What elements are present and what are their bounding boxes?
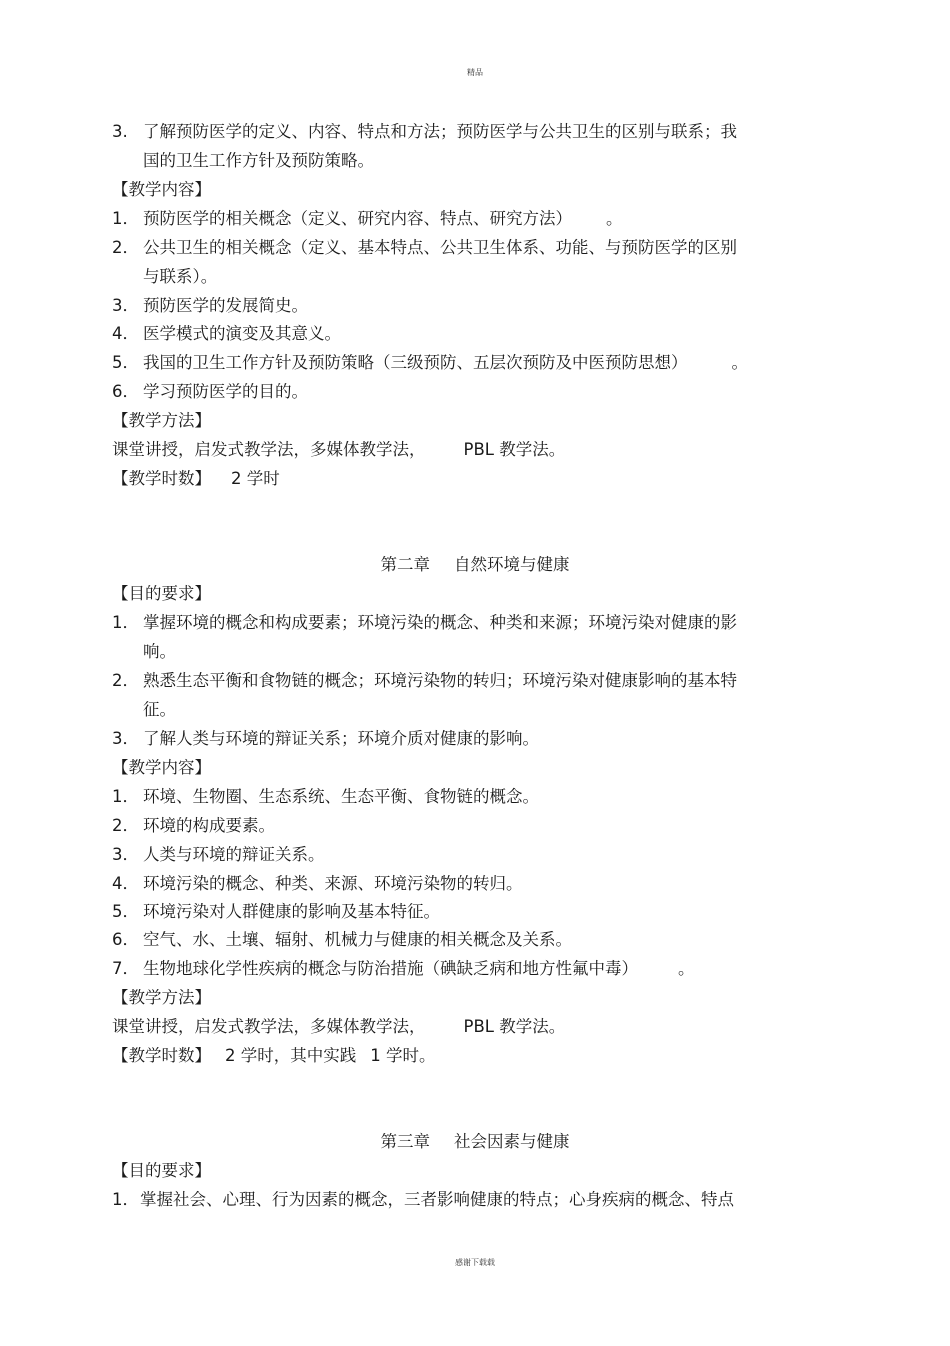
goal-item-continued: 征。 (143, 700, 176, 719)
section-heading-goals: 【目的要求】 (112, 584, 211, 603)
chapter-title: 第三章 社会因素与健康 (380, 1132, 570, 1151)
list-item: 2． 公共卫生的相关概念（定义、基本特点、公共卫生体系、功能、与预防医学的区别 (112, 238, 737, 257)
list-item: 1． 预防医学的相关概念（定义、研究内容、特点、研究方法） 。 (112, 209, 623, 228)
section-heading-goals: 【目的要求】 (112, 1161, 211, 1180)
page-header: 精品 (467, 68, 483, 77)
list-item: 3． 预防医学的发展简史。 (112, 296, 308, 315)
goal-item-3 (112, 122, 802, 142)
section-heading-content: 【教学内容】 (112, 180, 211, 199)
hours-line: 【教学时数】 2 学时 (112, 469, 280, 488)
list-item: 4． 医学模式的演变及其意义。 (112, 324, 341, 343)
list-item: 3． 人类与环境的辩证关系。 (112, 845, 325, 864)
section-heading-method: 【教学方法】 (112, 988, 211, 1007)
goal-item: 2． 熟悉生态平衡和食物链的概念；环境污染物的转归；环境污染对健康影响的基本特 (112, 671, 737, 690)
list-item: 5． 环境污染对人群健康的影响及基本特征。 (112, 902, 440, 921)
goal-item: 1． 掌握环境的概念和构成要素；环境污染的概念、种类和来源；环境污染对健康的影 (112, 613, 737, 632)
list-item: 7． 生物地球化学性疾病的概念与防治措施（碘缺乏病和地方性氟中毒） 。 (112, 959, 695, 978)
goal-item-continued: 响。 (143, 642, 176, 661)
method-text: 课堂讲授，启发式教学法，多媒体教学法， PBL 教学法。 (112, 440, 566, 459)
section-heading-hours: 【教学时数】 (112, 1046, 211, 1065)
item-text: 了解预防医学的定义、内容、特点和方法；预防医学与公共卫生的区别与联系；我 (143, 122, 737, 141)
goal-item: 1．掌握社会、心理、行为因素的概念，三者影响健康的特点；心身疾病的概念、特点 (112, 1190, 734, 1209)
list-item: 6． 学习预防医学的目的。 (112, 382, 308, 401)
list-item: 2． 环境的构成要素。 (112, 816, 275, 835)
method-text: 课堂讲授，启发式教学法，多媒体教学法， PBL 教学法。 (112, 1017, 566, 1036)
list-item-continued: 与联系）。 (143, 267, 218, 286)
goal-item-3-continued: 国的卫生工作方针及预防策略。 (143, 151, 374, 170)
list-item: 1． 环境、生物圈、生态系统、生态平衡、食物链的概念。 (112, 787, 539, 806)
goal-item: 3． 了解人类与环境的辩证关系；环境介质对健康的影响。 (112, 729, 539, 748)
section-heading-hours: 【教学时数】 (112, 469, 211, 488)
section-heading-method: 【教学方法】 (112, 411, 211, 430)
list-item: 4． 环境污染的概念、种类、来源、环境污染物的转归。 (112, 874, 523, 893)
section-heading-content: 【教学内容】 (112, 758, 211, 777)
item-number: 3. (112, 122, 128, 141)
list-item: 5． 我国的卫生工作方针及预防策略（三级预防、五层次预防及中医预防思想） 。 (112, 353, 748, 372)
chapter-title: 第二章 自然环境与健康 (380, 555, 570, 574)
hours-line: 【教学时数】 2 学时，其中实践 1 学时。 (112, 1046, 436, 1065)
list-item: 6． 空气、水、土壤、辐射、机械力与健康的相关概念及关系。 (112, 930, 572, 949)
page-footer: 感谢下载载 (455, 1258, 495, 1267)
